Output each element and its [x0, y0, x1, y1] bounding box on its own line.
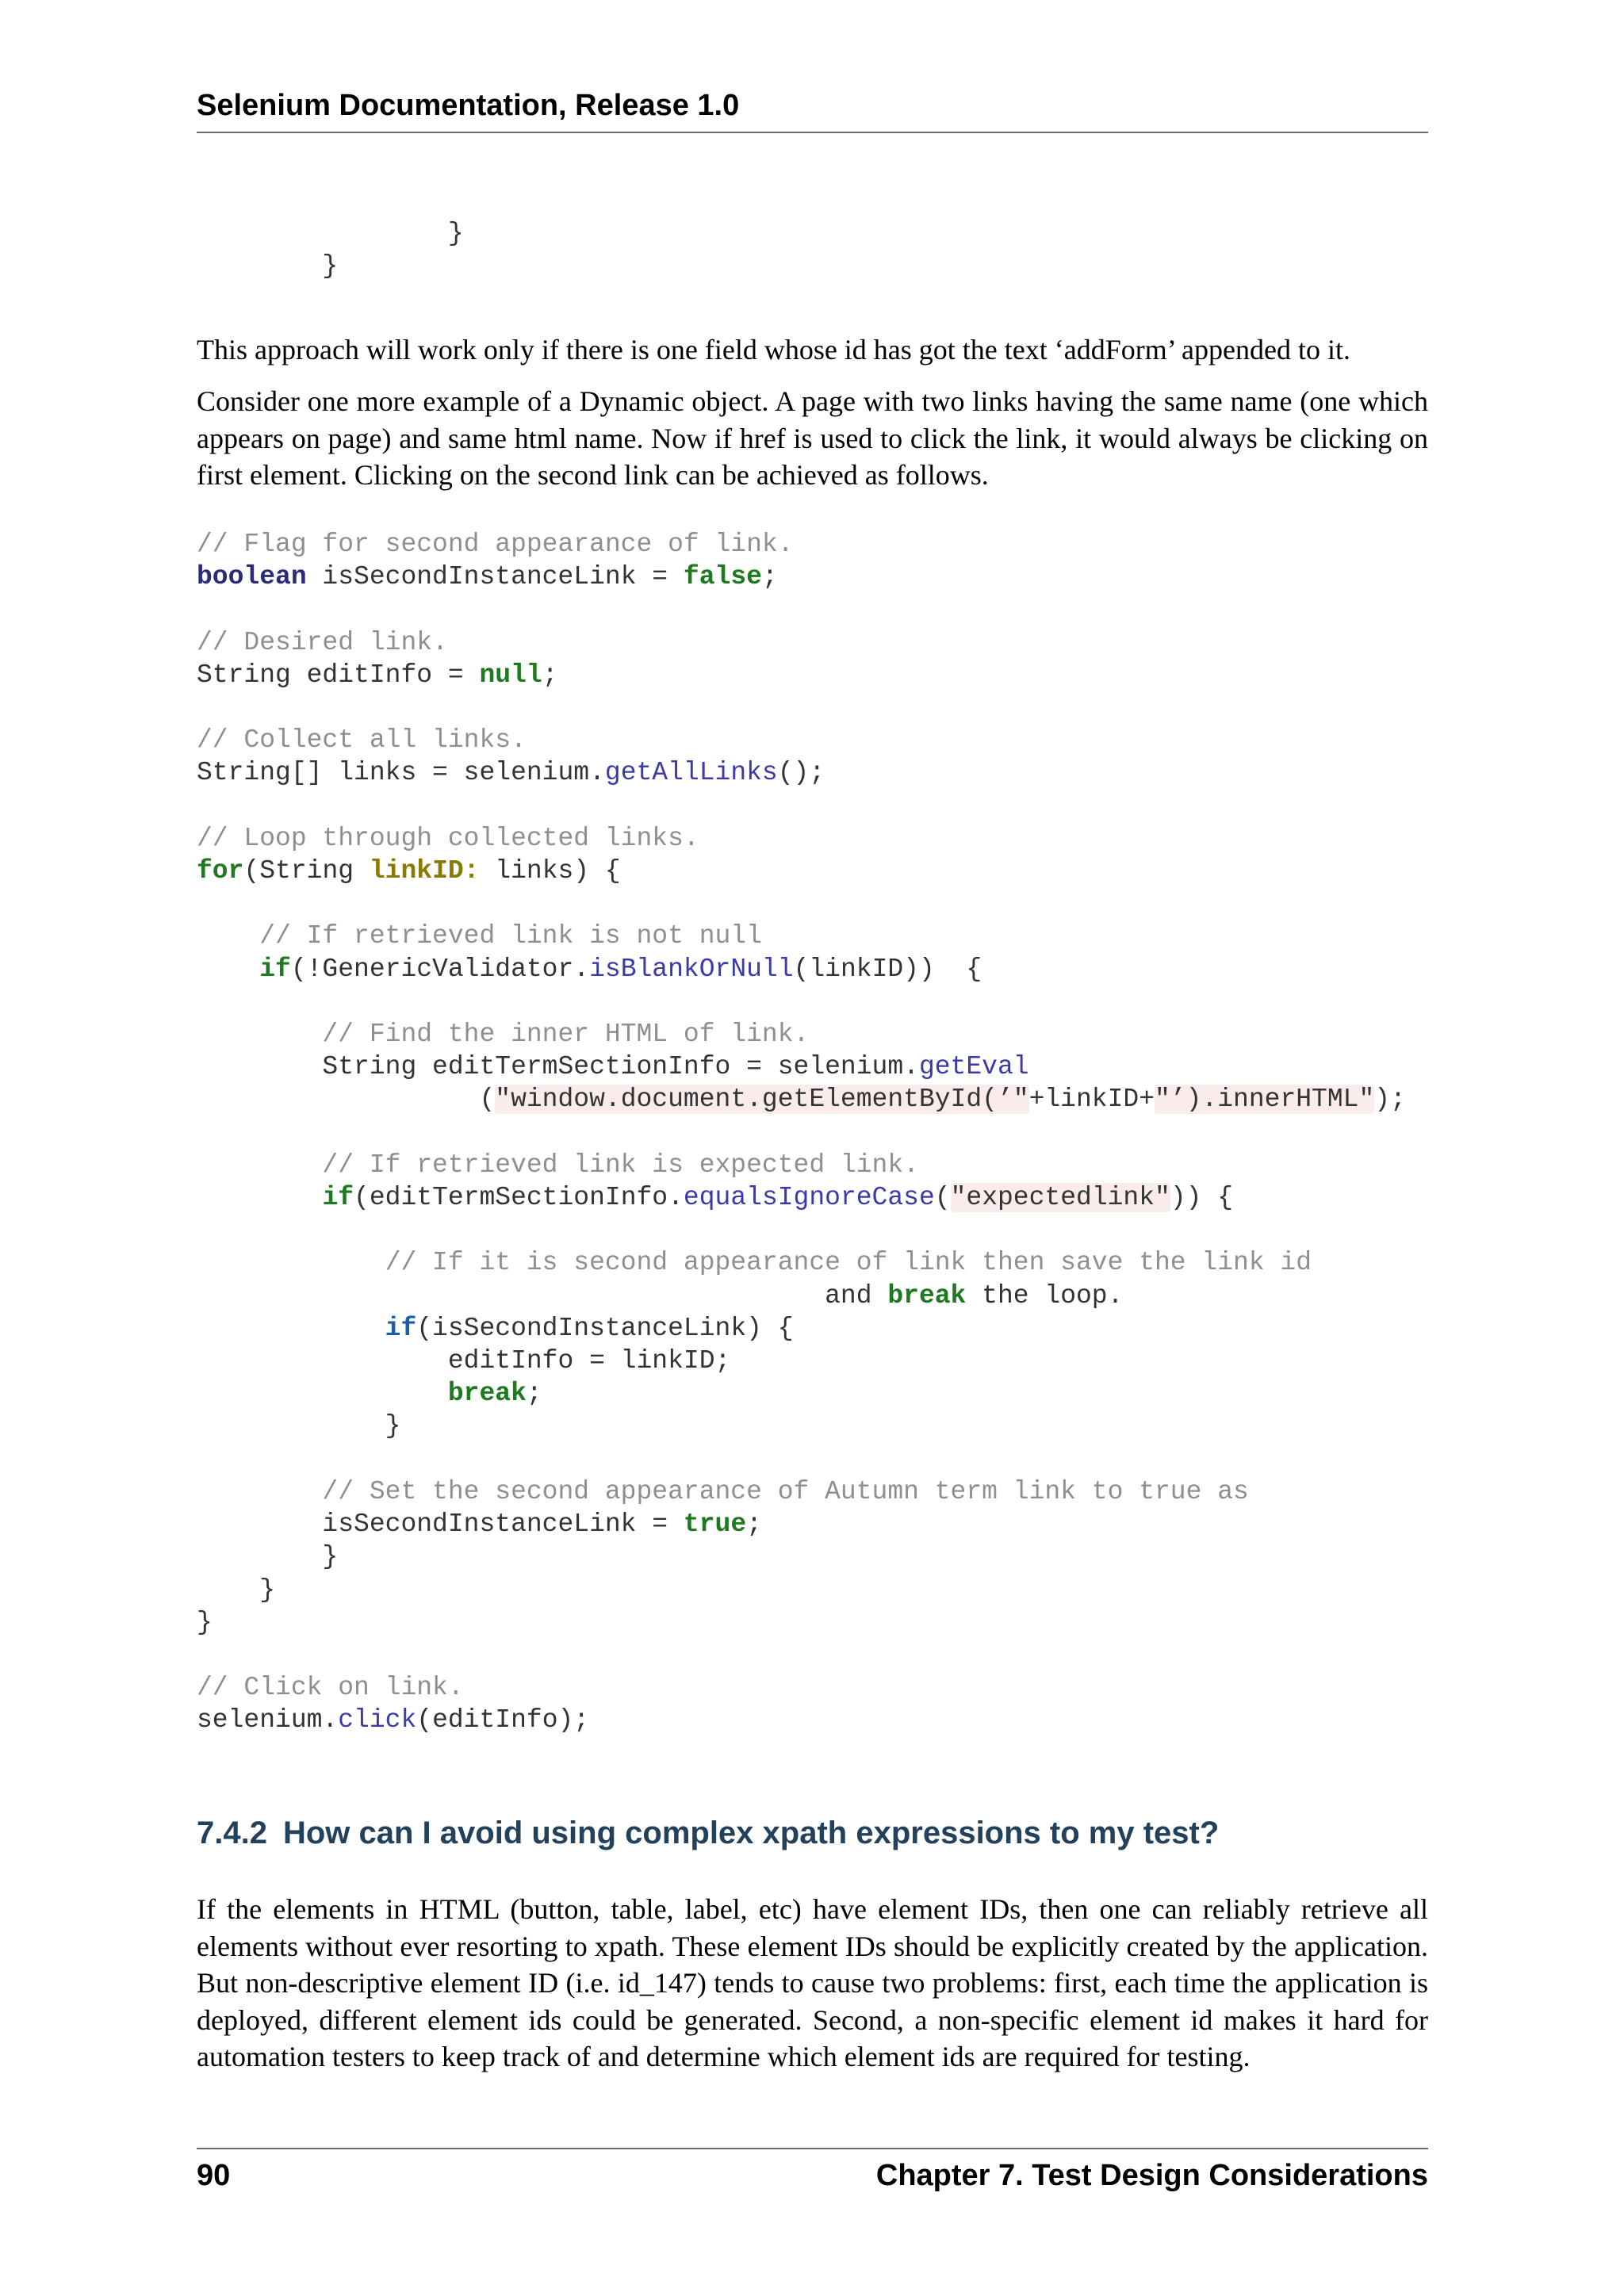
code-indent	[197, 955, 259, 984]
code-text: links) {	[479, 856, 621, 886]
code-text: (linkID)) {	[793, 954, 982, 984]
paragraph: Consider one more example of a Dynamic object. A page with two links having the same name (one which appears on page) and same html name. Now if href is used to click the link, it would always be clicking on first element. Clicking on the second link can be achieved as follows.	[197, 385, 1428, 491]
code-text: (	[197, 1085, 496, 1115]
code-comment: // If it is second appearance of link then save the link id	[197, 1248, 1312, 1278]
code-string: "’).innerHTML"	[1155, 1085, 1375, 1115]
paragraph: If the elements in HTML (button, table, label, etc) have element IDs, then one can reliably retrieve all elements without ever resorting to xpath. These element IDs should be explicitly created by the application. But non-descriptive element ID (i.e. id_147) tends to cause two problems: first, each time the application is deployed, different element ids could be generated. Second, a non-specific element id makes it hard for automation testers to keep track of and determine which element ids are required for testing.	[197, 1893, 1428, 2072]
code-label: linkID:	[369, 856, 480, 886]
code-keyword: true	[683, 1510, 747, 1540]
code-function: getAllLinks	[604, 758, 778, 788]
code-function: getEval	[918, 1052, 1029, 1082]
code-line: }	[197, 251, 339, 281]
code-text: (!GenericValidator.	[290, 954, 590, 984]
code-text: +linkID+	[1028, 1085, 1155, 1115]
footer-rule	[197, 2148, 1428, 2149]
code-comment: // Set the second appearance of Autumn term link to true as	[197, 1476, 1249, 1506]
code-text: }	[197, 1575, 276, 1605]
code-text: ;	[761, 562, 778, 592]
section-number: 7.4.2	[197, 1816, 267, 1850]
code-keyword: if	[322, 1183, 354, 1213]
code-text: (editTermSectionInfo.	[354, 1183, 684, 1213]
code-comment: // Desired link.	[197, 627, 448, 657]
code-comment: // Find the inner HTML of link.	[197, 1020, 810, 1050]
code-block-fragment	[197, 217, 464, 282]
code-text: isSecondInstanceLink =	[197, 1510, 684, 1540]
section-heading	[197, 1816, 1219, 1851]
code-function: click	[338, 1705, 417, 1735]
code-text: isSecondInstanceLink =	[306, 562, 684, 592]
code-keyword: false	[683, 562, 762, 592]
code-text: ;	[542, 660, 558, 690]
code-function: equalsIgnoreCase	[683, 1183, 935, 1213]
code-keyword: break	[887, 1280, 967, 1311]
code-comment: // Loop through collected links.	[197, 823, 699, 853]
code-text: )) {	[1170, 1183, 1234, 1213]
page-number: 90	[197, 2159, 231, 2192]
code-text: the loop.	[966, 1280, 1124, 1311]
code-text: }	[197, 1542, 339, 1572]
code-text: (	[934, 1183, 951, 1213]
code-text: String[] links = selenium.	[197, 758, 605, 788]
code-indent	[197, 1314, 385, 1343]
paragraph: This approach will work only if there is one field whose id has got the text ‘addForm’ appended to it.	[197, 334, 1350, 365]
code-text: }	[197, 1607, 213, 1637]
code-text: String editInfo =	[197, 660, 480, 690]
code-text: String editTermSectionInfo = selenium.	[197, 1052, 919, 1082]
code-text: selenium.	[197, 1705, 339, 1735]
code-keyword: break	[447, 1379, 527, 1409]
code-line: }	[197, 219, 464, 248]
code-function: isBlankOrNull	[589, 954, 794, 984]
code-text: (String	[243, 856, 370, 886]
section-title: How can I avoid using complex xpath expressions to my test?	[282, 1816, 1220, 1850]
code-string: "expectedlink"	[950, 1183, 1170, 1213]
code-text: }	[197, 1411, 401, 1441]
code-text: (isSecondInstanceLink) {	[416, 1313, 794, 1343]
code-text: ();	[777, 758, 825, 788]
code-text: ;	[746, 1510, 762, 1540]
code-comment: // Collect all links.	[197, 725, 527, 756]
code-text: );	[1374, 1085, 1406, 1115]
code-keyword: if	[385, 1313, 417, 1343]
chapter-title: Chapter 7. Test Design Considerations	[875, 2159, 1428, 2192]
code-indent	[197, 1183, 322, 1212]
code-string: "window.document.getElementById(’"	[495, 1085, 1029, 1115]
running-header-title: Selenium Documentation, Release 1.0	[197, 89, 740, 122]
code-text: ;	[526, 1379, 542, 1409]
code-comment: // Flag for second appearance of link.	[197, 530, 794, 559]
code-block	[197, 528, 1406, 1737]
code-comment: // Click on link.	[197, 1673, 464, 1703]
code-text: (editInfo);	[416, 1705, 590, 1735]
code-comment: // If retrieved link is expected link.	[197, 1150, 919, 1180]
code-type: boolean	[197, 562, 307, 592]
code-comment: // If retrieved link is not null	[197, 921, 762, 951]
code-text: and	[197, 1280, 888, 1311]
code-indent	[197, 1379, 448, 1408]
code-text: editInfo = linkID;	[197, 1346, 731, 1376]
code-keyword: for	[197, 856, 244, 886]
code-keyword: if	[259, 954, 291, 984]
header-rule	[197, 132, 1428, 133]
code-keyword: null	[479, 660, 542, 690]
